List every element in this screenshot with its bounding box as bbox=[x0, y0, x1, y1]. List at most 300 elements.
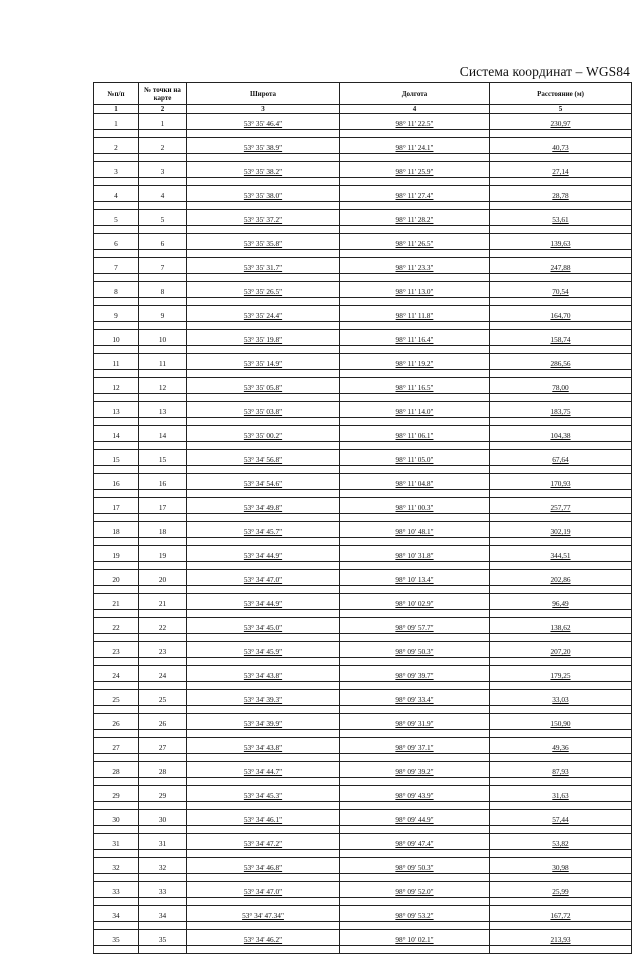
spacer-cell bbox=[139, 922, 187, 930]
cell-distance-text: 96,49 bbox=[552, 599, 569, 608]
spacer-cell bbox=[490, 154, 632, 162]
spacer-cell bbox=[490, 442, 632, 450]
cell-latitude bbox=[187, 378, 340, 394]
spacer-cell bbox=[94, 706, 139, 714]
spacer-cell bbox=[340, 346, 490, 354]
table-row bbox=[94, 618, 632, 634]
cell-distance-text: 202,86 bbox=[550, 575, 571, 584]
cell-latitude bbox=[187, 450, 340, 466]
cell-point-number bbox=[139, 522, 187, 538]
cell-longitude bbox=[340, 858, 490, 874]
spacer-cell bbox=[187, 538, 340, 546]
table-row bbox=[94, 138, 632, 154]
cell-latitude-text: 53° 34' 39.3" bbox=[243, 695, 283, 704]
spacer-cell bbox=[340, 826, 490, 834]
spacer-cell bbox=[340, 922, 490, 930]
table-row-spacer bbox=[94, 778, 632, 786]
spacer-cell bbox=[490, 826, 632, 834]
table-row-spacer bbox=[94, 610, 632, 618]
spacer-cell bbox=[187, 154, 340, 162]
cell-point-number bbox=[139, 162, 187, 178]
cell-index bbox=[94, 762, 139, 778]
cell-index-text: 17 bbox=[112, 503, 120, 512]
table-row bbox=[94, 690, 632, 706]
cell-index bbox=[94, 474, 139, 490]
table-row-spacer bbox=[94, 586, 632, 594]
cell-longitude-text: 98° 11' 13.0" bbox=[395, 287, 434, 296]
spacer-cell bbox=[490, 898, 632, 906]
spacer-cell bbox=[94, 442, 139, 450]
cell-point-number bbox=[139, 258, 187, 274]
spacer-cell bbox=[490, 658, 632, 666]
cell-latitude bbox=[187, 498, 340, 514]
spacer-cell bbox=[94, 658, 139, 666]
cell-index-text: 12 bbox=[112, 383, 120, 392]
cell-point-number bbox=[139, 306, 187, 322]
cell-index bbox=[94, 186, 139, 202]
table-row bbox=[94, 858, 632, 874]
cell-distance-text: 257,77 bbox=[550, 503, 571, 512]
spacer-cell bbox=[94, 778, 139, 786]
spacer-cell bbox=[139, 658, 187, 666]
spacer-cell bbox=[340, 178, 490, 186]
spacer-cell bbox=[94, 154, 139, 162]
cell-latitude-text: 53° 34' 43.8" bbox=[243, 743, 283, 752]
spacer-cell bbox=[340, 322, 490, 330]
cell-index bbox=[94, 258, 139, 274]
spacer-cell bbox=[490, 394, 632, 402]
spacer-cell bbox=[340, 778, 490, 786]
spacer-cell bbox=[490, 178, 632, 186]
cell-distance-text: 170,93 bbox=[550, 479, 571, 488]
cell-longitude-text: 98° 10' 48.1" bbox=[395, 527, 434, 536]
cell-latitude bbox=[187, 474, 340, 490]
cell-distance-text: 53,61 bbox=[552, 215, 569, 224]
spacer-cell bbox=[139, 298, 187, 306]
cell-point-number bbox=[139, 186, 187, 202]
spacer-cell bbox=[187, 346, 340, 354]
cell-index-text: 8 bbox=[114, 287, 118, 296]
spacer-cell bbox=[340, 250, 490, 258]
spacer-cell bbox=[490, 370, 632, 378]
spacer-cell bbox=[490, 202, 632, 210]
cell-distance-text: 53,82 bbox=[552, 839, 569, 848]
cell-latitude-text: 53° 34' 46.8" bbox=[243, 863, 283, 872]
cell-point-number-text: 7 bbox=[160, 263, 165, 272]
cell-point-number bbox=[139, 450, 187, 466]
cell-latitude-text: 53° 35' 35.8" bbox=[243, 239, 283, 248]
spacer-cell bbox=[94, 898, 139, 906]
cell-longitude bbox=[340, 378, 490, 394]
spacer-cell bbox=[490, 322, 632, 330]
table-row-spacer bbox=[94, 730, 632, 738]
cell-distance bbox=[490, 762, 632, 778]
cell-point-number bbox=[139, 642, 187, 658]
cell-distance-text: 87,93 bbox=[552, 767, 569, 776]
cell-index-text: 20 bbox=[112, 575, 120, 584]
table-row-spacer bbox=[94, 274, 632, 282]
cell-index bbox=[94, 378, 139, 394]
cell-latitude-text: 53° 34' 49.8" bbox=[243, 503, 283, 512]
cell-index-text: 21 bbox=[112, 599, 120, 608]
cell-latitude-text: 53° 34' 54.6" bbox=[243, 479, 283, 488]
cell-index bbox=[94, 786, 139, 802]
cell-point-number-text: 10 bbox=[158, 335, 167, 344]
spacer-cell bbox=[139, 730, 187, 738]
cell-latitude bbox=[187, 738, 340, 754]
cell-index bbox=[94, 522, 139, 538]
cell-longitude-text: 98° 10' 02.9" bbox=[395, 599, 434, 608]
cell-longitude-text: 98° 11' 05.0" bbox=[395, 455, 434, 464]
cell-distance-text: 31,63 bbox=[552, 791, 569, 800]
cell-distance-text: 67,64 bbox=[552, 455, 569, 464]
spacer-cell bbox=[94, 346, 139, 354]
cell-distance bbox=[490, 450, 632, 466]
table-row bbox=[94, 570, 632, 586]
cell-longitude bbox=[340, 882, 490, 898]
table-row-spacer bbox=[94, 130, 632, 138]
cell-latitude bbox=[187, 330, 340, 346]
cell-latitude bbox=[187, 786, 340, 802]
cell-point-number-text: 33 bbox=[158, 887, 167, 896]
table-row bbox=[94, 786, 632, 802]
table-row bbox=[94, 834, 632, 850]
spacer-cell bbox=[94, 322, 139, 330]
cell-longitude-text: 98° 11' 25.9" bbox=[395, 167, 434, 176]
cell-point-number bbox=[139, 426, 187, 442]
cell-distance-text: 230,97 bbox=[550, 119, 571, 128]
spacer-cell bbox=[94, 730, 139, 738]
table-row-spacer bbox=[94, 562, 632, 570]
cell-index-text: 14 bbox=[112, 431, 120, 440]
table-row-spacer bbox=[94, 322, 632, 330]
table-row-spacer bbox=[94, 946, 632, 954]
spacer-cell bbox=[94, 586, 139, 594]
cell-latitude-text: 53° 34' 47.0" bbox=[243, 887, 283, 896]
table-row-spacer bbox=[94, 706, 632, 714]
spacer-cell bbox=[187, 610, 340, 618]
cell-longitude bbox=[340, 474, 490, 490]
cell-latitude bbox=[187, 834, 340, 850]
cell-point-number-text: 21 bbox=[158, 599, 167, 608]
cell-latitude-text: 53° 35' 38.9" bbox=[243, 143, 283, 152]
cell-longitude-text: 98° 09' 47.4" bbox=[395, 839, 434, 848]
cell-latitude-text: 53° 35' 19.8" bbox=[243, 335, 283, 344]
cell-index-text: 7 bbox=[114, 263, 118, 272]
cell-distance-text: 183,75 bbox=[550, 407, 571, 416]
cell-distance bbox=[490, 162, 632, 178]
cell-index-text: 34 bbox=[112, 911, 120, 920]
cell-distance bbox=[490, 594, 632, 610]
cell-distance bbox=[490, 234, 632, 250]
cell-longitude-text: 98° 09' 39.7" bbox=[395, 671, 434, 680]
cell-index-text: 6 bbox=[114, 239, 118, 248]
table-row bbox=[94, 282, 632, 298]
spacer-cell bbox=[139, 370, 187, 378]
table-row bbox=[94, 882, 632, 898]
table-row bbox=[94, 354, 632, 370]
spacer-cell bbox=[94, 370, 139, 378]
spacer-cell bbox=[490, 874, 632, 882]
spacer-cell bbox=[340, 634, 490, 642]
cell-distance-text: 49,36 bbox=[552, 743, 569, 752]
spacer-cell bbox=[94, 610, 139, 618]
table-row bbox=[94, 234, 632, 250]
cell-distance-text: 247,88 bbox=[550, 263, 571, 272]
spacer-cell bbox=[94, 514, 139, 522]
cell-point-number bbox=[139, 282, 187, 298]
cell-index-text: 3 bbox=[114, 167, 118, 176]
spacer-cell bbox=[139, 706, 187, 714]
table-row-spacer bbox=[94, 514, 632, 522]
cell-longitude bbox=[340, 906, 490, 922]
spacer-cell bbox=[139, 130, 187, 138]
cell-latitude-text: 53° 34' 47.0" bbox=[243, 575, 283, 584]
spacer-cell bbox=[187, 274, 340, 282]
table-row-spacer bbox=[94, 442, 632, 450]
cell-longitude bbox=[340, 114, 490, 130]
cell-index bbox=[94, 834, 139, 850]
cell-point-number-text: 29 bbox=[158, 791, 167, 800]
cell-longitude-text: 98° 09' 44.9" bbox=[395, 815, 434, 824]
cell-latitude-text: 53° 35' 26.5" bbox=[243, 287, 283, 296]
cell-point-number bbox=[139, 546, 187, 562]
cell-distance-text: 139,63 bbox=[550, 239, 571, 248]
cell-point-number bbox=[139, 378, 187, 394]
cell-latitude-text: 53° 35' 14.9" bbox=[243, 359, 283, 368]
spacer-cell bbox=[187, 466, 340, 474]
header-longitude: Долгота bbox=[340, 83, 490, 105]
cell-distance bbox=[490, 618, 632, 634]
spacer-cell bbox=[139, 754, 187, 762]
spacer-cell bbox=[490, 466, 632, 474]
cell-distance-text: 138,62 bbox=[550, 623, 571, 632]
cell-latitude bbox=[187, 354, 340, 370]
cell-longitude bbox=[340, 330, 490, 346]
cell-index-text: 22 bbox=[112, 623, 120, 632]
spacer-cell bbox=[340, 682, 490, 690]
cell-longitude bbox=[340, 354, 490, 370]
cell-latitude bbox=[187, 906, 340, 922]
cell-point-number bbox=[139, 738, 187, 754]
cell-distance bbox=[490, 330, 632, 346]
spacer-cell bbox=[139, 802, 187, 810]
page-title: Система координат – WGS84 bbox=[459, 64, 630, 79]
spacer-cell bbox=[490, 418, 632, 426]
table-row bbox=[94, 426, 632, 442]
cell-longitude bbox=[340, 930, 490, 946]
cell-latitude bbox=[187, 690, 340, 706]
cell-longitude bbox=[340, 234, 490, 250]
spacer-cell bbox=[187, 514, 340, 522]
spacer-cell bbox=[340, 850, 490, 858]
cell-latitude-text: 53° 35' 37.2" bbox=[243, 215, 283, 224]
spacer-cell bbox=[340, 658, 490, 666]
cell-distance bbox=[490, 498, 632, 514]
cell-index bbox=[94, 162, 139, 178]
table-row bbox=[94, 474, 632, 490]
spacer-cell bbox=[490, 706, 632, 714]
column-number: 5 bbox=[490, 105, 632, 114]
cell-latitude bbox=[187, 594, 340, 610]
table-row bbox=[94, 114, 632, 130]
cell-distance bbox=[490, 546, 632, 562]
table-row bbox=[94, 714, 632, 730]
spacer-cell bbox=[340, 730, 490, 738]
table-row bbox=[94, 210, 632, 226]
spacer-cell bbox=[187, 778, 340, 786]
spacer-cell bbox=[340, 538, 490, 546]
cell-longitude-text: 98° 11' 19.2" bbox=[395, 359, 434, 368]
cell-longitude bbox=[340, 162, 490, 178]
cell-distance-text: 286,56 bbox=[550, 359, 571, 368]
cell-index-text: 24 bbox=[112, 671, 120, 680]
spacer-cell bbox=[139, 274, 187, 282]
cell-latitude bbox=[187, 666, 340, 682]
cell-index-text: 33 bbox=[112, 887, 120, 896]
cell-longitude-text: 98° 11' 24.1" bbox=[395, 143, 434, 152]
cell-longitude bbox=[340, 762, 490, 778]
cell-longitude-text: 98° 09' 52.0" bbox=[395, 887, 434, 896]
table-row-spacer bbox=[94, 346, 632, 354]
spacer-cell bbox=[340, 298, 490, 306]
spacer-cell bbox=[340, 562, 490, 570]
cell-longitude bbox=[340, 210, 490, 226]
spacer-cell bbox=[490, 274, 632, 282]
cell-distance-text: 207,20 bbox=[550, 647, 571, 656]
cell-point-number-text: 18 bbox=[158, 527, 167, 536]
spacer-cell bbox=[94, 418, 139, 426]
cell-latitude-text: 53° 35' 38.0" bbox=[243, 191, 283, 200]
table-row bbox=[94, 522, 632, 538]
cell-index bbox=[94, 594, 139, 610]
spacer-cell bbox=[139, 586, 187, 594]
cell-latitude bbox=[187, 762, 340, 778]
spacer-cell bbox=[139, 202, 187, 210]
table-row-spacer bbox=[94, 634, 632, 642]
cell-longitude-text: 98° 11' 14.0" bbox=[395, 407, 434, 416]
spacer-cell bbox=[340, 802, 490, 810]
cell-distance-text: 78,00 bbox=[552, 383, 569, 392]
cell-distance-text: 30,98 bbox=[552, 863, 569, 872]
cell-index bbox=[94, 882, 139, 898]
cell-latitude bbox=[187, 162, 340, 178]
column-number: 3 bbox=[187, 105, 340, 114]
cell-distance bbox=[490, 642, 632, 658]
spacer-cell bbox=[139, 850, 187, 858]
table-row bbox=[94, 402, 632, 418]
spacer-cell bbox=[94, 250, 139, 258]
spacer-cell bbox=[340, 946, 490, 954]
cell-point-number bbox=[139, 786, 187, 802]
table-row bbox=[94, 330, 632, 346]
cell-longitude-text: 98° 10' 02.1" bbox=[395, 935, 434, 944]
cell-longitude bbox=[340, 642, 490, 658]
cell-point-number bbox=[139, 138, 187, 154]
cell-point-number bbox=[139, 834, 187, 850]
cell-point-number-text: 17 bbox=[158, 503, 167, 512]
cell-point-number-text: 1 bbox=[160, 119, 165, 128]
spacer-cell bbox=[340, 514, 490, 522]
spacer-cell bbox=[340, 466, 490, 474]
cell-distance bbox=[490, 810, 632, 826]
cell-longitude bbox=[340, 618, 490, 634]
cell-point-number bbox=[139, 714, 187, 730]
table-row-spacer bbox=[94, 874, 632, 882]
cell-longitude-text: 98° 09' 33.4" bbox=[395, 695, 434, 704]
cell-latitude bbox=[187, 282, 340, 298]
table-row-spacer bbox=[94, 394, 632, 402]
spacer-cell bbox=[139, 226, 187, 234]
cell-longitude-text: 98° 11' 00.3" bbox=[395, 503, 434, 512]
cell-longitude-text: 98° 10' 13.4" bbox=[395, 575, 434, 584]
cell-longitude-text: 98° 11' 23.3" bbox=[395, 263, 434, 272]
cell-longitude-text: 98° 09' 57.7" bbox=[395, 623, 434, 632]
cell-distance bbox=[490, 354, 632, 370]
table-row bbox=[94, 762, 632, 778]
cell-distance-text: 344,51 bbox=[550, 551, 571, 560]
table-row bbox=[94, 306, 632, 322]
table-row-spacer bbox=[94, 898, 632, 906]
table-row-spacer bbox=[94, 418, 632, 426]
cell-point-number bbox=[139, 570, 187, 586]
spacer-cell bbox=[490, 586, 632, 594]
cell-latitude-text: 53° 35' 03.8" bbox=[243, 407, 283, 416]
spacer-cell bbox=[490, 730, 632, 738]
spacer-cell bbox=[490, 946, 632, 954]
spacer-cell bbox=[139, 874, 187, 882]
spacer-cell bbox=[187, 826, 340, 834]
spacer-cell bbox=[340, 754, 490, 762]
cell-latitude bbox=[187, 930, 340, 946]
cell-longitude bbox=[340, 450, 490, 466]
table-row bbox=[94, 162, 632, 178]
spacer-cell bbox=[187, 586, 340, 594]
table-row bbox=[94, 186, 632, 202]
spacer-cell bbox=[139, 610, 187, 618]
spacer-cell bbox=[139, 418, 187, 426]
table-row bbox=[94, 594, 632, 610]
cell-point-number bbox=[139, 810, 187, 826]
spacer-cell bbox=[94, 178, 139, 186]
cell-point-number-text: 32 bbox=[158, 863, 167, 872]
cell-latitude bbox=[187, 234, 340, 250]
cell-index-text: 15 bbox=[112, 455, 120, 464]
cell-distance-text: 28,78 bbox=[552, 191, 569, 200]
table-row bbox=[94, 738, 632, 754]
cell-point-number-text: 4 bbox=[160, 191, 165, 200]
table-row bbox=[94, 258, 632, 274]
cell-distance bbox=[490, 474, 632, 490]
cell-distance bbox=[490, 714, 632, 730]
cell-longitude-text: 98° 09' 39.2" bbox=[395, 767, 434, 776]
cell-index bbox=[94, 330, 139, 346]
spacer-cell bbox=[490, 346, 632, 354]
cell-point-number bbox=[139, 762, 187, 778]
spacer-cell bbox=[490, 778, 632, 786]
cell-point-number bbox=[139, 210, 187, 226]
cell-longitude bbox=[340, 594, 490, 610]
column-number: 4 bbox=[340, 105, 490, 114]
cell-point-number bbox=[139, 354, 187, 370]
cell-latitude-text: 53° 35' 00.2" bbox=[243, 431, 283, 440]
spacer-cell bbox=[340, 274, 490, 282]
spacer-cell bbox=[187, 394, 340, 402]
spacer-cell bbox=[94, 130, 139, 138]
spacer-cell bbox=[94, 274, 139, 282]
cell-longitude-text: 98° 11' 11.8" bbox=[395, 311, 434, 320]
spacer-cell bbox=[94, 538, 139, 546]
